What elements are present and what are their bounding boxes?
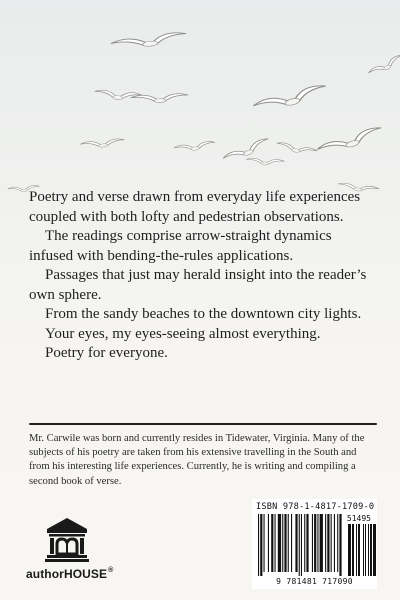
blurb-paragraph: The readings comprise arrow-straight dynamics infused with bending-the-rules applications. xyxy=(29,228,332,264)
barcode-bar xyxy=(370,524,372,576)
barcode-bar xyxy=(368,524,369,576)
blurb-paragraph: From the sandy beaches to the downtown city lights. xyxy=(45,306,362,322)
barcode-bar xyxy=(327,514,329,572)
barcode-bar xyxy=(348,524,351,576)
barcode-bar xyxy=(264,514,265,572)
seagull xyxy=(110,31,188,51)
seagull xyxy=(80,138,126,149)
section-divider xyxy=(29,423,377,425)
seagull xyxy=(222,137,272,164)
isbn-barcode xyxy=(252,499,377,589)
barcode-bar xyxy=(331,514,332,572)
barcode-bar xyxy=(260,514,262,576)
author-bio: Mr. Carwile was born and currently resides in Tidewater, Virginia. Many of the subjects of his poetry are taken from his extensive travelling in the South and from his interesting life experiences. Currently, he is writing and compiling a second book of verse. xyxy=(29,433,365,487)
barcode-bar xyxy=(278,514,281,572)
barcode-bar xyxy=(295,514,297,572)
barcode-bar xyxy=(301,514,302,576)
barcode-bar xyxy=(312,514,313,572)
barcode-bar xyxy=(275,514,276,572)
barcode-bar xyxy=(288,514,289,572)
barcode-bar xyxy=(304,514,305,572)
seagull xyxy=(275,142,317,156)
publisher-logo xyxy=(26,517,116,587)
barcode-bar xyxy=(291,514,292,572)
seagull xyxy=(368,54,400,78)
seagull xyxy=(173,141,215,153)
registered-mark: ® xyxy=(108,567,114,574)
barcode-bar xyxy=(352,524,354,576)
barcode-bar xyxy=(325,514,326,572)
barcode-bar xyxy=(258,514,259,576)
barcode-bar xyxy=(268,514,269,572)
barcode-bar xyxy=(306,514,308,572)
price-code: 51495 xyxy=(346,514,371,523)
barcode-bar xyxy=(284,514,286,572)
barcode-bar xyxy=(358,524,360,576)
barcode-bar xyxy=(317,514,318,572)
seagull xyxy=(94,90,143,102)
book-arch-icon xyxy=(45,517,89,563)
publisher-name-bold: HOUSE xyxy=(63,567,108,581)
seagull xyxy=(246,158,285,166)
barcode-bar xyxy=(365,524,366,576)
publisher-name xyxy=(26,567,113,581)
barcode-bar xyxy=(271,514,273,572)
ean-digits: 9 781481 717090 xyxy=(276,577,353,586)
barcode-bar xyxy=(339,514,341,576)
barcode-bar xyxy=(363,524,364,576)
publisher-name-light: author xyxy=(26,567,64,581)
barcode-bar xyxy=(356,524,357,576)
back-cover-blurb xyxy=(29,188,379,364)
barcode-bar xyxy=(299,514,300,576)
barcode-bar xyxy=(334,514,335,572)
barcode-bar xyxy=(373,524,376,576)
seagull xyxy=(316,126,386,157)
barcode-bar xyxy=(320,514,323,572)
seagull xyxy=(252,83,330,114)
blurb-paragraph: Passages that just may herald insight into the reader’s own sphere. xyxy=(29,267,367,303)
barcode-bar xyxy=(337,514,338,572)
blurb-paragraph: Your eyes, my eyes-seeing almost everything. xyxy=(45,325,321,342)
blurb-paragraph: Poetry for everyone. xyxy=(45,345,168,361)
barcode-bar xyxy=(314,514,316,572)
seagulls-photo xyxy=(0,0,400,200)
isbn-label: ISBN 978-1-4817-1709-0 xyxy=(256,502,375,512)
blurb-paragraph: Poetry and verse drawn from everyday life experiences coupled with both lofty and pedestrian observations. xyxy=(29,189,361,225)
barcode-bar xyxy=(282,514,283,572)
barcode-bars xyxy=(258,514,376,576)
